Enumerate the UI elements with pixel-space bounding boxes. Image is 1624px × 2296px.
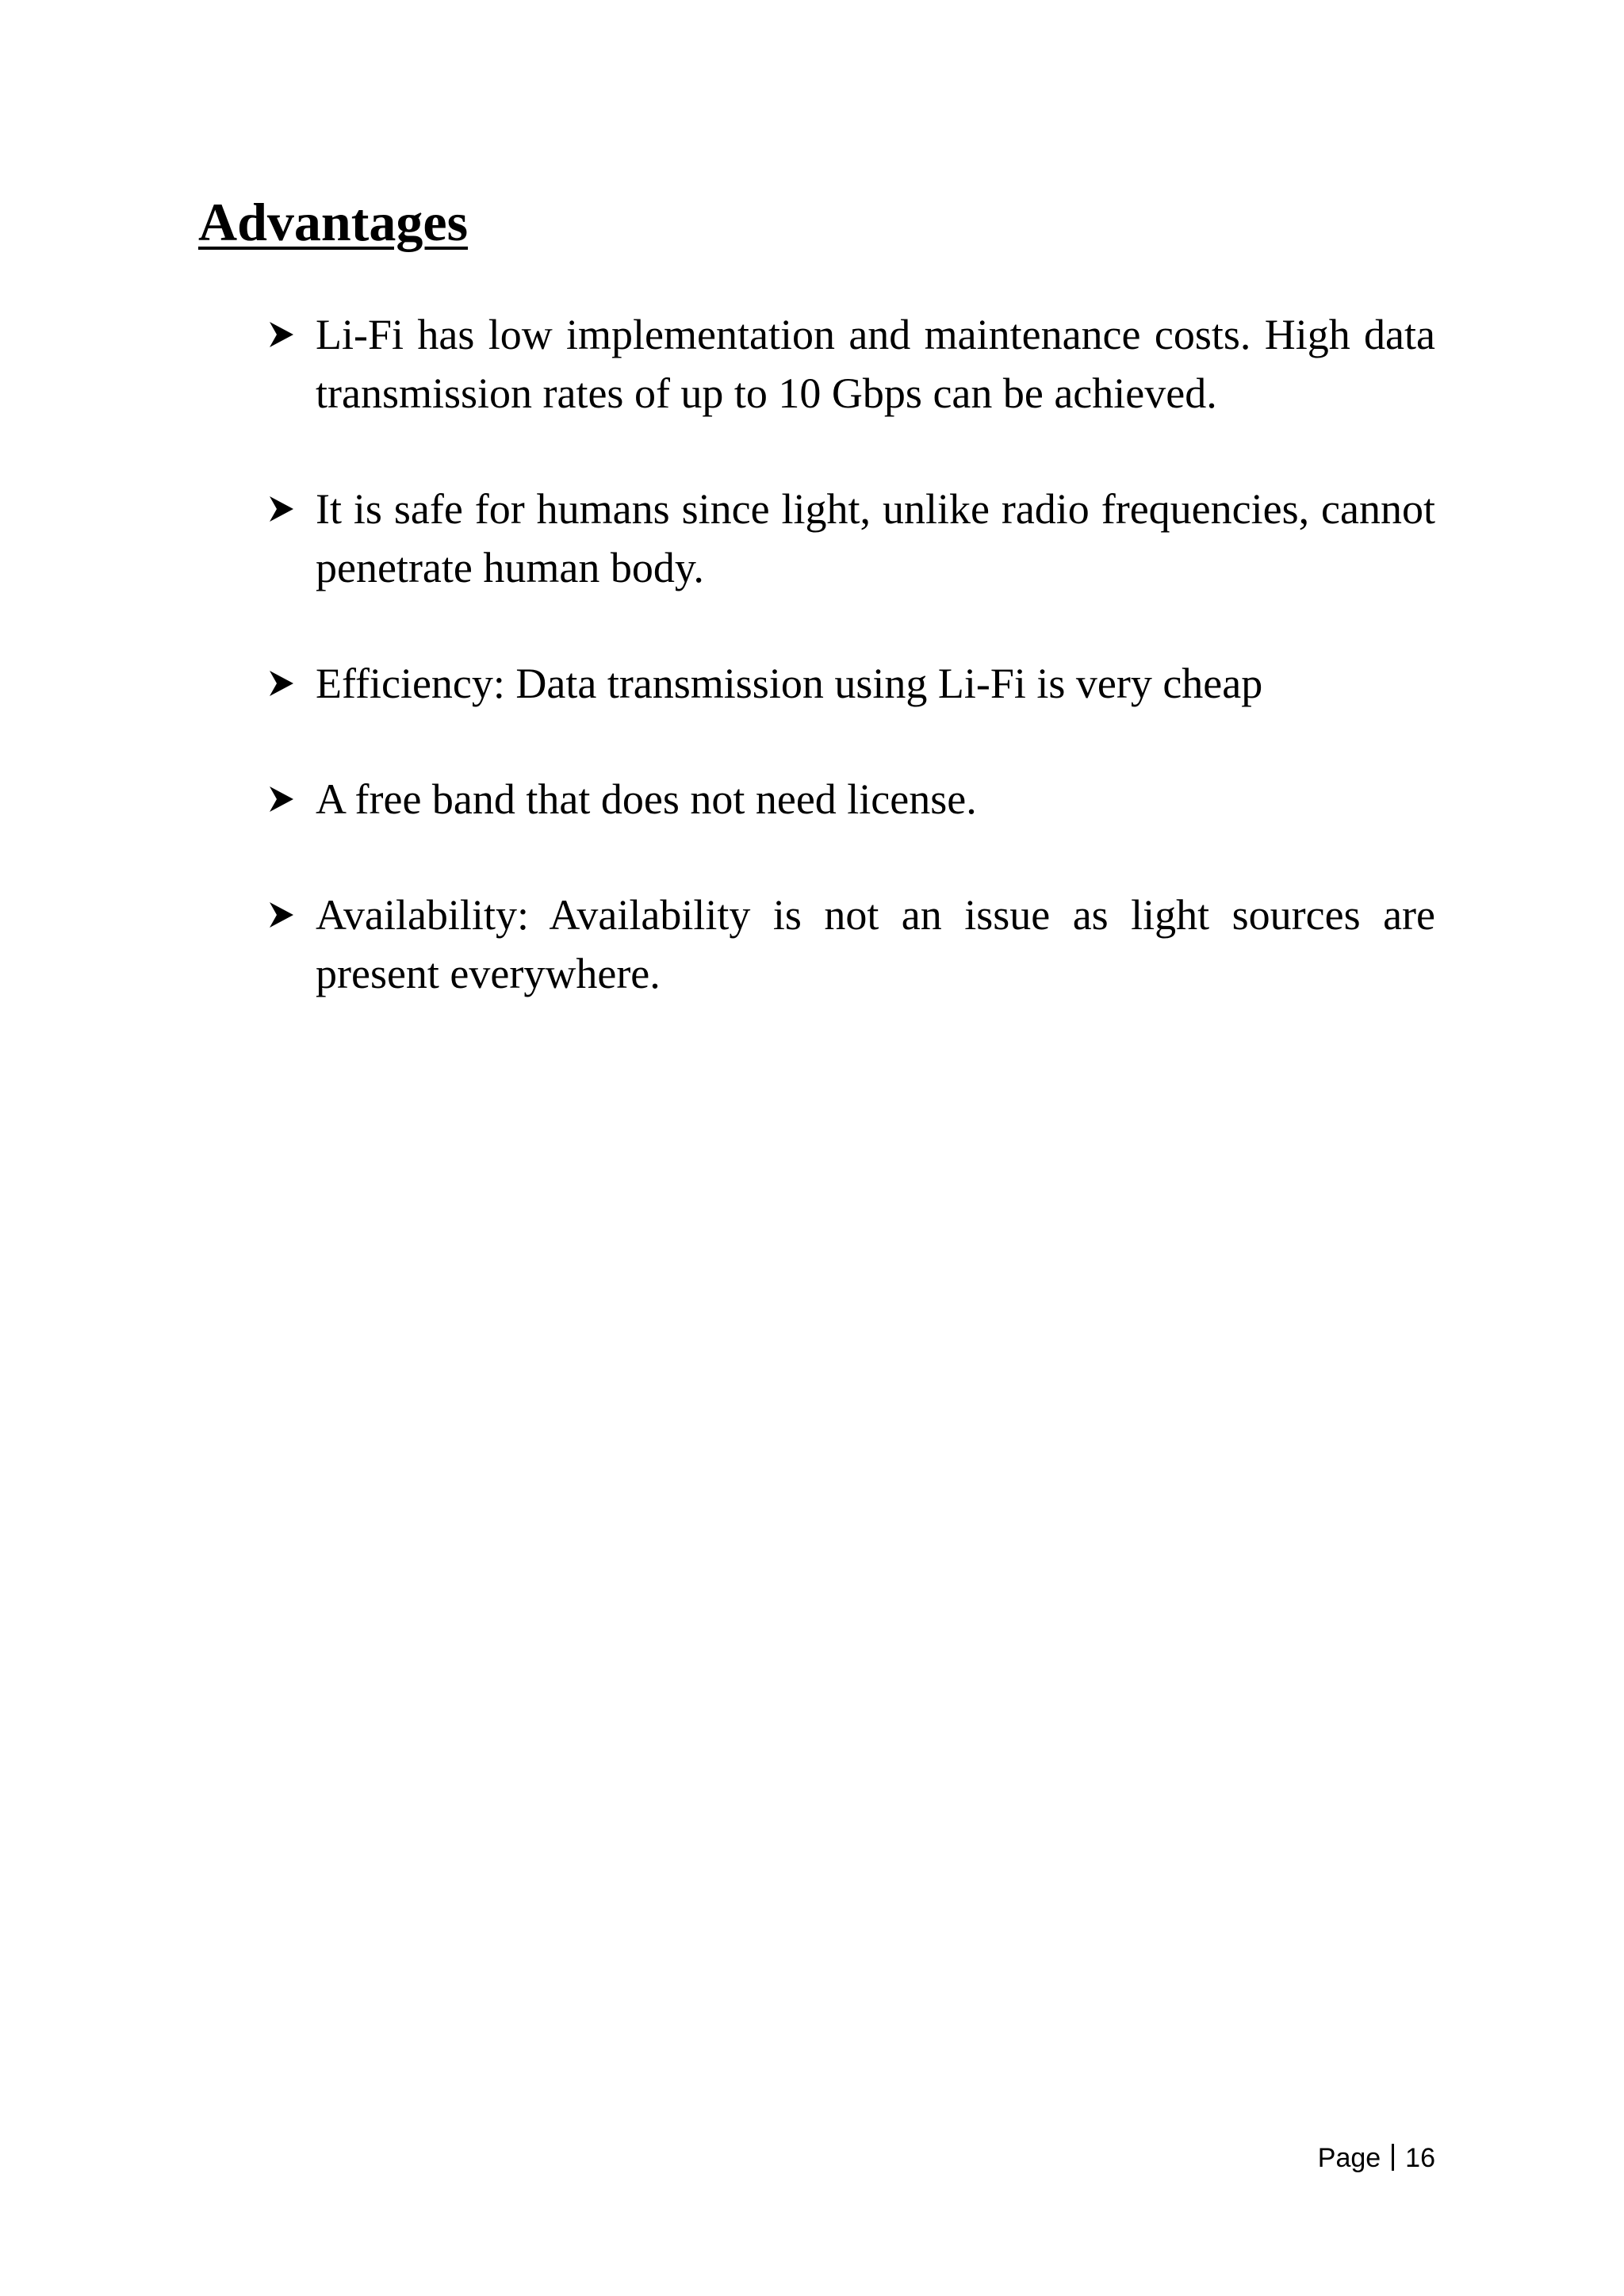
arrowhead-bullet-icon	[265, 770, 297, 828]
arrowhead-bullet-icon	[265, 654, 297, 713]
footer-divider	[1392, 2144, 1394, 2171]
list-item	[262, 305, 1435, 423]
page-label: Page	[1317, 2143, 1381, 2173]
list-item-text: Li-Fi has low implementation and maintenance costs. High data transmission rates of up to 10 Gbps can be achieved.	[316, 311, 1435, 417]
list-item-text: Efficiency: Data transmission using Li-Fi is very cheap	[316, 660, 1263, 707]
page-number: 16	[1405, 2143, 1435, 2173]
list-item-text: A free band that does not need license.	[316, 775, 977, 823]
list-item-text: Availability: Availability is not an issue as light sources are present everywhere.	[316, 891, 1435, 997]
list-item-text: It is safe for humans since light, unlike radio frequencies, cannot penetrate human body.	[316, 485, 1435, 591]
list-item	[262, 770, 1435, 828]
list-item	[262, 480, 1435, 597]
arrowhead-bullet-icon	[265, 305, 297, 364]
advantages-list	[262, 305, 1435, 1060]
arrowhead-bullet-icon	[265, 886, 297, 944]
arrowhead-bullet-icon	[265, 480, 297, 538]
section-heading: Advantages	[198, 192, 469, 252]
list-item	[262, 654, 1435, 713]
list-item	[262, 886, 1435, 1003]
page-footer	[1318, 2141, 1435, 2175]
